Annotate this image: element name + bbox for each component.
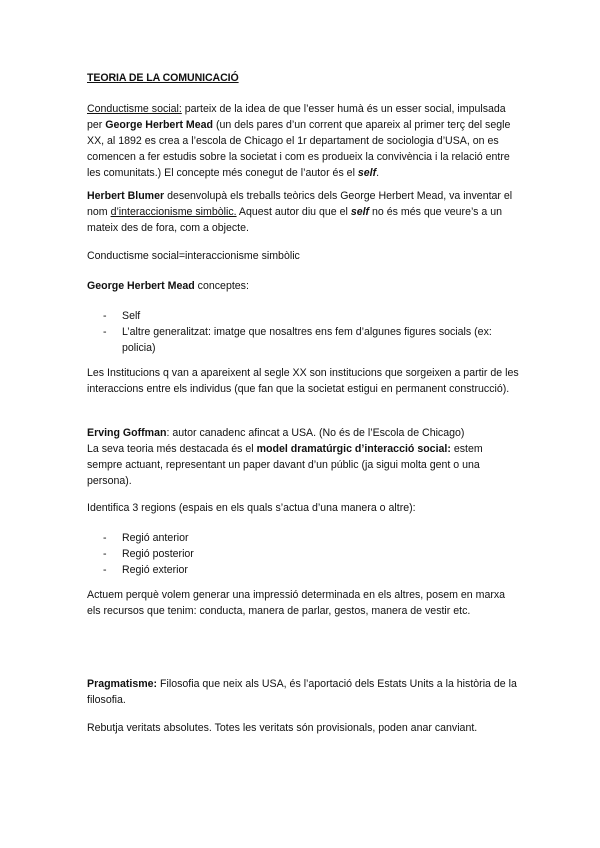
term-model-dramaturgic: model dramatúrgic d’interacció social:	[256, 443, 451, 455]
list-item: - Regió posterior	[103, 546, 523, 562]
concepts-list	[103, 308, 523, 356]
author-blumer: Herbert Blumer	[87, 190, 165, 202]
author-mead: George Herbert Mead	[105, 119, 213, 131]
term-pragmatisme: Pragmatisme:	[87, 678, 158, 690]
term-self: self	[357, 167, 377, 179]
paragraph-conductisme: Conductisme social: parteix de la idea de que l’esser humà és un esser social, impulsada per George Herbert Mead (un dels pares d’un corrent que apareix al primer terç del segle XX, al 1892 es crea a l’escola de Chicago el 1r departament de sociologia d’USA, on es comencen a fer estudis sobre la societat i com es produeix la convivència i la relació entre les comunitats.) El concepte més conegut de l’autor és el self.	[87, 103, 511, 179]
list-item: - Regió anterior	[103, 530, 523, 546]
regions-list	[103, 530, 523, 578]
paragraph-pragmatisme: Pragmatisme: Filosofia que neix als USA, és l’aportació dels Estats Units a la història de la filosofia.	[87, 678, 517, 706]
author-mead-2: George Herbert Mead	[87, 280, 195, 292]
paragraph-veritats: Rebutja veritats absolutes. Totes les veritats són provisionals, poden anar canviant.	[87, 722, 478, 734]
paragraph-regions: Identifica 3 regions (espais en els quals s’actua d’una manera o altre):	[87, 502, 416, 514]
list-item: - Regió exterior	[103, 562, 523, 578]
author-goffman: Erving Goffman	[87, 427, 167, 439]
term-self-2: self	[350, 206, 370, 218]
paragraph-equivalence: Conductisme social=interaccionisme simbòlic	[87, 250, 300, 262]
list-item: - Self	[103, 308, 523, 324]
term-interaccionisme: d’interaccionisme simbòlic.	[110, 206, 237, 218]
paragraph-conceptes: George Herbert Mead conceptes:	[87, 280, 249, 292]
page-title: TEORIA DE LA COMUNICACIÓ	[87, 72, 239, 84]
paragraph-actuem: Actuem perquè volem generar una impressió determinada en els altres, posem en marxa els recursos que tenim: conducta, manera de parlar, gestos, manera de vestir etc.	[87, 589, 506, 617]
paragraph-blumer: Herbert Blumer desenvolupà els treballs teòrics dels George Herbert Mead, va inventar el nom d’interaccionisme simbòlic. Aquest autor diu que el self no és més que veure’s a un mateix des de fora, com a objecte.	[87, 190, 513, 234]
paragraph-institucions: Les Institucions q van a apareixent al segle XX son institucions que sorgeixen a partir de les interaccions entre els individus (que fan que la societat estigui en permanent construcció).	[87, 367, 519, 395]
term-conductisme: Conductisme social:	[87, 103, 182, 115]
list-item: - L’altre generalitzat: imatge que nosaltres ens fem d’algunes figures socials (ex: policia)	[103, 324, 523, 356]
paragraph-goffman: Erving Goffman: autor canadenc afincat a USA. (No és de l’Escola de Chicago) La seva teoria més destacada és el model dramatúrgic d’interacció social: estem sempre actuant, representant un paper davant d’un públic (ja sigui molta gent o una persona).	[87, 427, 483, 487]
